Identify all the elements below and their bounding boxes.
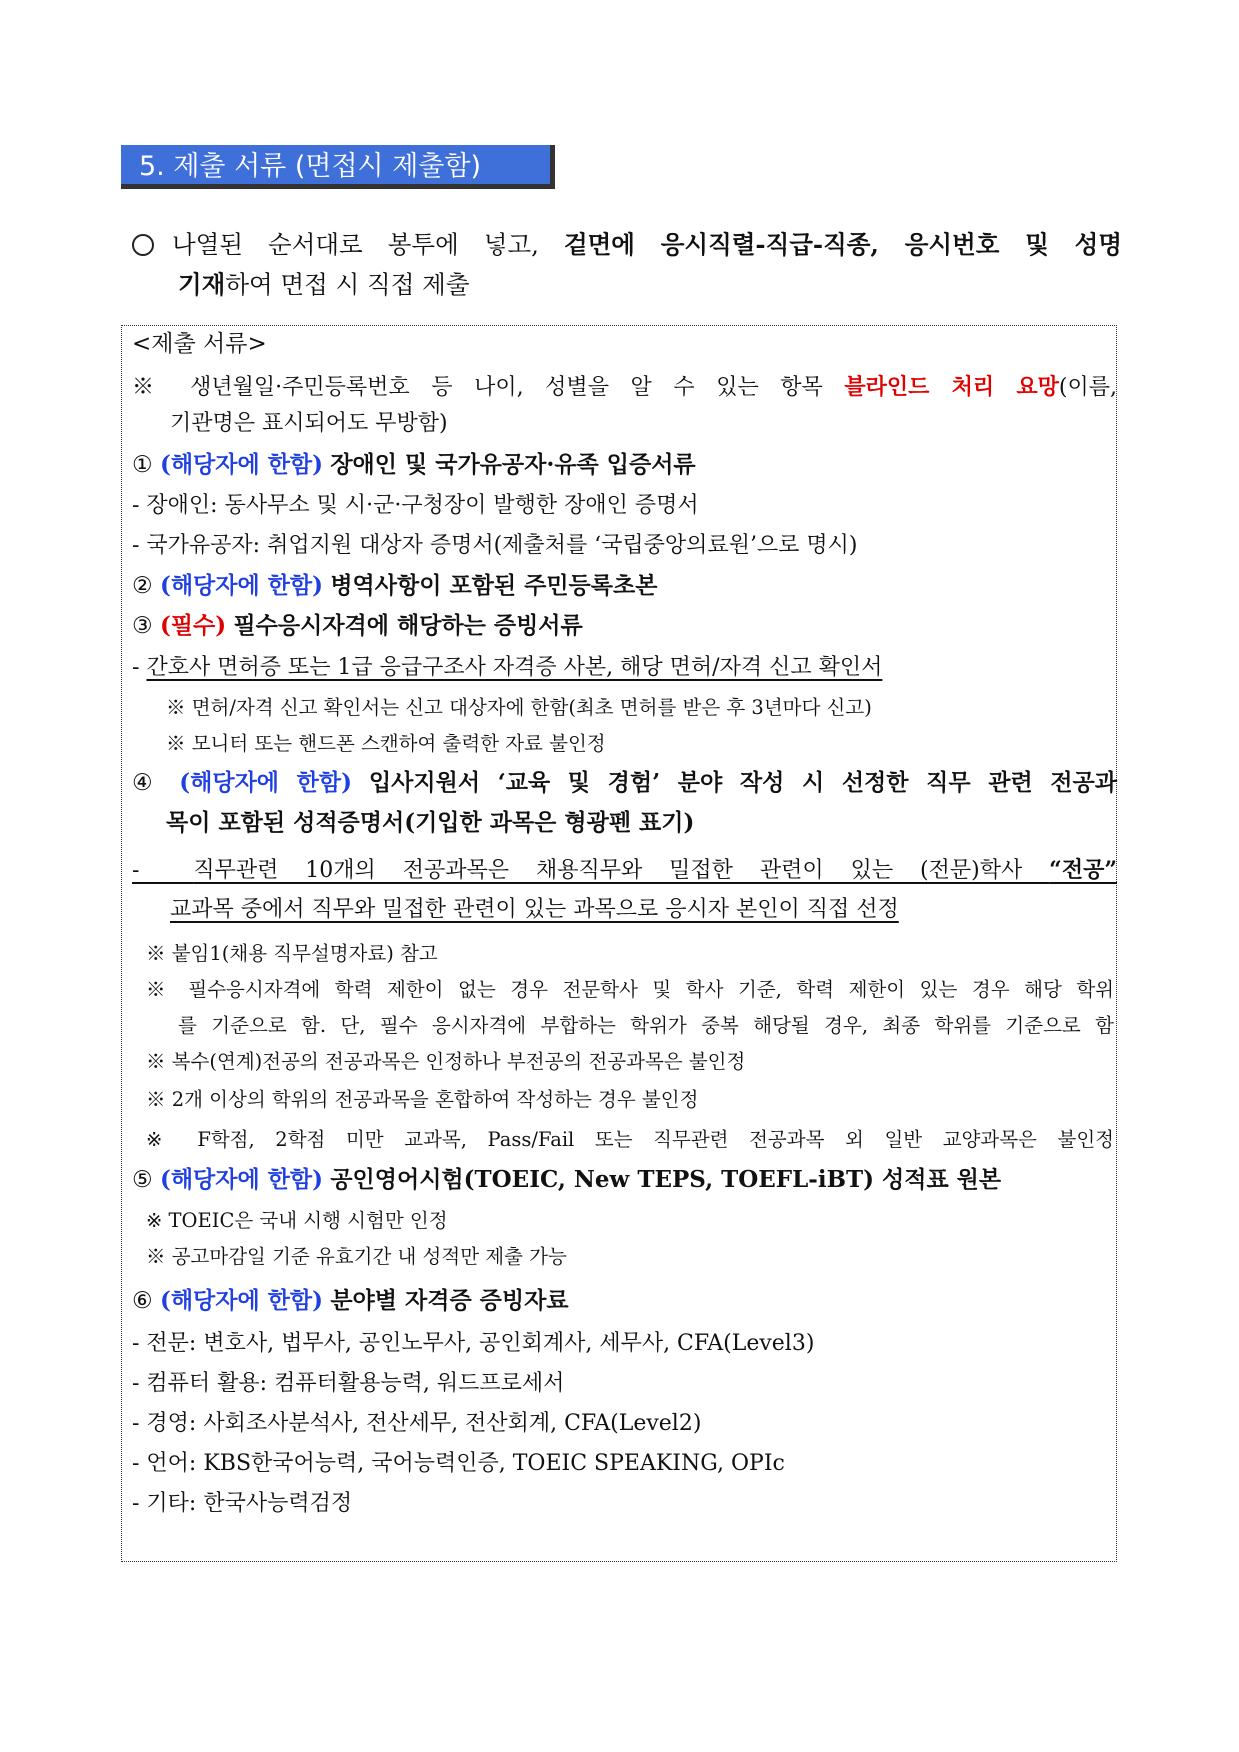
- item-4-note: [178, 1011, 1114, 1041]
- item-title: 목이 포함된 성적증명서(기입한 과목은 형광펜 표기): [166, 809, 695, 836]
- item-title: 분야별 자격증 증빙자료: [330, 1287, 569, 1314]
- item-title: 입사지원서 ‘교육 및 경험’ 분야 작성 시 선정한 직무 관련 전공과: [368, 769, 1117, 796]
- item-tag: (해당자에 한함): [159, 1166, 324, 1193]
- intro-paragraph: [132, 225, 1122, 305]
- item-5: [132, 1165, 1001, 1195]
- item-3: [132, 611, 583, 641]
- blind-note-line2: 기관명은 표시되어도 무방함): [170, 411, 448, 436]
- item-6-line: - 경영: 사회조사분석사, 전산세무, 전산회계, CFA(Level2): [132, 1411, 702, 1436]
- item-tag: (해당자에 한함): [179, 769, 352, 796]
- item-1: [132, 450, 696, 480]
- item-4-line2: [170, 895, 899, 925]
- item-3-main: 간호사 면허증 또는 1급 응급구조사 자격증 사본, 해당 면허/자격 신고 확인서: [146, 655, 883, 680]
- item-4-note: ※ 붙임1(채용 직무설명자료) 참고: [146, 942, 438, 965]
- item-1-line: - 장애인: 동사무소 및 시·군·구청장이 발행한 장애인 증명서: [132, 493, 699, 518]
- item-title: 공인영어시험(TOEIC, New TEPS, TOEFL-iBT) 성적표 원본: [330, 1166, 1002, 1193]
- item-number: ④: [132, 770, 163, 796]
- blind-note: [132, 372, 1117, 403]
- intro-bold: 겉면에 응시직렬-직급-직종, 응시번호 및 성명: [563, 230, 1122, 259]
- item-3-note: ※ 면허/자격 신고 확인서는 신고 대상자에 한함(최초 면허를 받은 후 3년마다 신고): [166, 696, 872, 719]
- item-1-line: - 국가유공자: 취업지원 대상자 증명서(제출처를 ‘국립중앙의료원’으로 명시): [132, 533, 858, 558]
- item-tag: (해당자에 한함): [159, 1287, 324, 1314]
- item-3-note: ※ 모니터 또는 핸드폰 스캔하여 출력한 자료 불인정: [166, 732, 606, 755]
- note-text: ※ 생년월일·주민등록번호 등 나이, 성별을 알 수 있는 항목: [132, 375, 845, 400]
- item-number: ⑤: [132, 1167, 153, 1193]
- item-4-note: ※ 복수(연계)전공의 전공과목은 인정하나 부전공의 전공과목은 불인정: [146, 1050, 746, 1073]
- item-number: ③: [132, 613, 153, 639]
- item-6-line: - 기타: 한국사능력검정: [132, 1491, 353, 1516]
- item-6: [132, 1286, 569, 1316]
- item-4: [132, 768, 1117, 798]
- item-4-line: - 직무관련 10개의 전공과목은 채용직무와 밀접한 관련이 있는 (전문)학사 “전공”: [132, 857, 1117, 883]
- circle-bullet-icon: [132, 234, 154, 256]
- item-6-line: - 언어: KBS한국어능력, 국어능력인증, TOEIC SPEAKING, OPIc: [132, 1451, 785, 1476]
- item-title: 필수응시자격에 해당하는 증빙서류: [233, 612, 583, 639]
- item-number: ①: [132, 452, 153, 478]
- box-heading: <제출 서류>: [132, 331, 267, 357]
- item-4-note-text: ※ F학점, 2학점 미만 교과목, Pass/Fail 또는 직무관련 전공과목 외 일반 교양과목은 불인정: [146, 1128, 1114, 1151]
- intro-plain-2: 하여 면접 시 직접 제출: [225, 270, 470, 299]
- item-5-note: ※ TOEIC은 국내 시행 시험만 인정: [146, 1209, 448, 1232]
- item-6-line: - 전문: 변호사, 법무사, 공인노무사, 공인회계사, 세무사, CFA(Level3): [132, 1331, 815, 1356]
- item-4-note: [146, 1125, 1114, 1155]
- item-2: [132, 571, 657, 601]
- intro-plain: 나열된 순서대로 봉투에 넣고,: [172, 230, 564, 259]
- item-number: ⑥: [132, 1288, 153, 1314]
- item-4-main2: 교과목 중에서 직무와 밀접한 관련이 있는 과목으로 응시자 본인이 직접 선정: [170, 897, 899, 922]
- item-4-note: ※ 2개 이상의 학위의 전공과목을 혼합하여 작성하는 경우 불인정: [146, 1088, 699, 1111]
- item-3-line: - 간호사 면허증 또는 1급 응급구조사 자격증 사본, 해당 면허/자격 신고 확인서: [132, 655, 883, 680]
- note-red: 블라인드 처리 요망: [844, 374, 1059, 400]
- item-tag: (필수): [159, 612, 227, 639]
- item-4-note-text: ※ 필수응시자격에 학력 제한이 없는 경우 전문학사 및 학사 기준, 학력 제한이 있는 경우 해당 학위: [146, 978, 1114, 1001]
- item-4-title-line2: [166, 808, 694, 838]
- item-6-line: - 컴퓨터 활용: 컴퓨터활용능력, 워드프로세서: [132, 1371, 565, 1396]
- item-title: 병역사항이 포함된 주민등록초본: [330, 572, 658, 599]
- item-4-note: [146, 975, 1114, 1005]
- section-title: 5. 제출 서류 (면접시 제출함): [121, 145, 555, 189]
- note-suffix: (이름,: [1058, 375, 1117, 400]
- item-number: ②: [132, 573, 153, 599]
- item-4-main-bold: “전공”: [1049, 857, 1117, 883]
- item-tag: (해당자에 한함): [159, 572, 324, 599]
- item-title: 장애인 및 국가유공자·유족 입증서류: [330, 451, 696, 478]
- item-4-note-text: 를 기준으로 함. 단, 필수 응시자격에 부합하는 학위가 중복 해당될 경우, 최종 학위를 기준으로 함: [178, 1014, 1114, 1037]
- item-5-note: ※ 공고마감일 기준 유효기간 내 성적만 제출 가능: [146, 1245, 567, 1268]
- intro-bold-2: 기재: [178, 270, 226, 299]
- item-4-main: 직무관련 10개의 전공과목은 채용직무와 밀접한 관련이 있는 (전문)학사: [193, 858, 1050, 883]
- item-tag: (해당자에 한함): [159, 451, 324, 478]
